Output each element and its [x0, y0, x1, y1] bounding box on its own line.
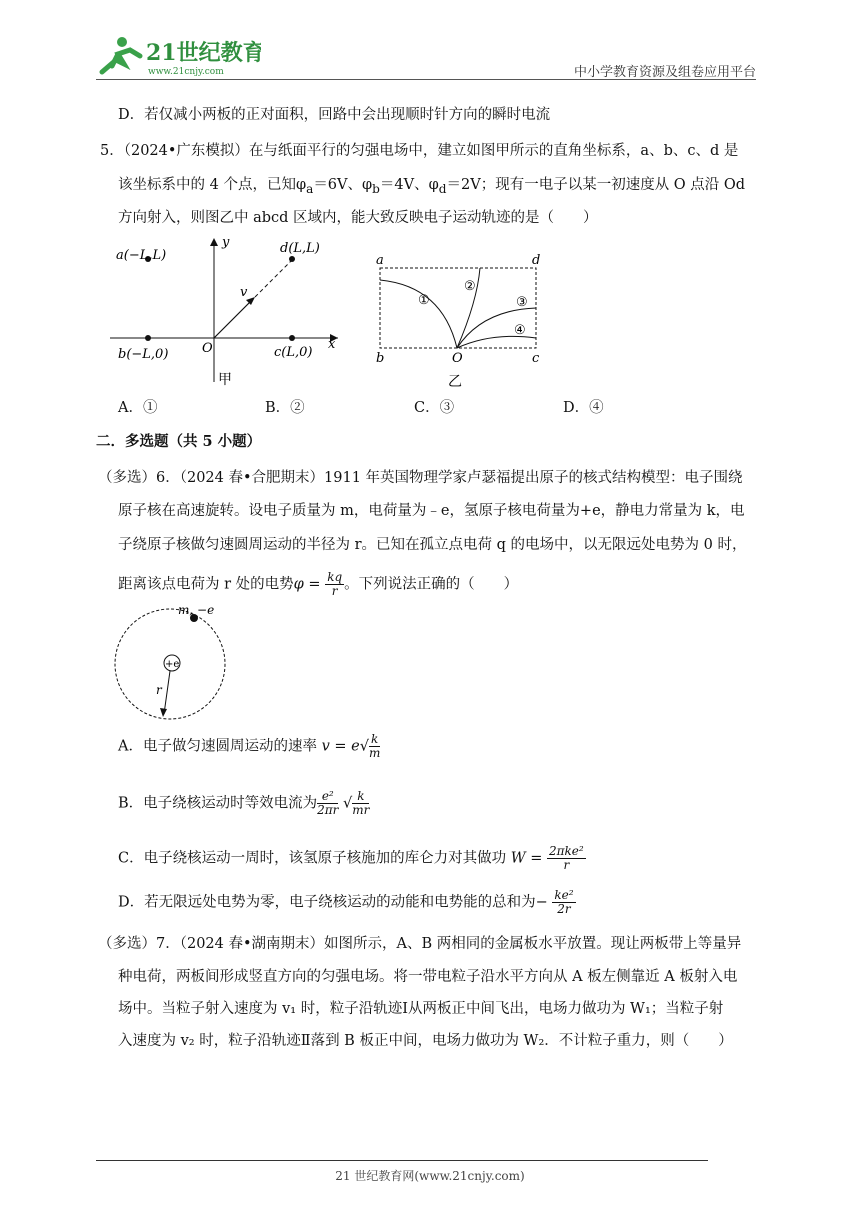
logo-text: 21世纪教育	[146, 40, 261, 66]
site-logo	[96, 34, 261, 80]
q5-option-a: A．①	[118, 400, 158, 416]
q6-line3: 子绕原子核做匀速圆周运动的半径为 r。已知在孤立点电荷 q 的电场中，以无限远处电势为 0 时，	[118, 537, 747, 553]
figure-yi	[372, 252, 552, 392]
label-b: b(−L,0)	[118, 347, 169, 362]
label-O: O	[202, 341, 213, 356]
q5-line2: 该坐标系中的 4 个点，已知$\varphi_a=6V$、$\varphi_b=4V$、$\varphi_d=2V$；现有一电子以某一初速度从 O 点沿 Od	[118, 177, 746, 196]
q7-line4: 入速度为 v₂ 时，粒子沿轨迹Ⅱ落到 B 板正中间，电场力做功为 W₂．不计粒子重力，则（ ）	[118, 1033, 733, 1049]
q7-line1: （多选）7．（2024 春•湖南期末）如图所示，A、B 两相同的金属板水平放置。现让两板带上等量异	[98, 936, 742, 952]
curve-2-label: ②	[464, 279, 476, 294]
section-heading: 二．多选题（共 5 小题）	[96, 433, 262, 450]
q6-option-a: A．电子做匀速圆周运动的速率 v = e√ $\frac{k}{m}$	[118, 732, 381, 760]
label-a: a	[376, 253, 384, 268]
label-a: a(−L,L)	[116, 248, 167, 263]
runner-logo-icon	[102, 37, 140, 72]
footer-divider	[96, 1160, 708, 1161]
q6-option-b: B．电子绕核运动时等效电流为 $\frac{\text{e²}}{2\pi r}$ √ $\frac{k}{mr}$	[118, 789, 370, 817]
q5-line1: 5．（2024•广东模拟）在与纸面平行的匀强电场中，建立如图甲所示的直角坐标系，a、b、c、d 是	[100, 143, 739, 159]
q5-option-d: D．④	[563, 400, 604, 416]
q4-option-d: D．若仅减小两板的正对面积，回路中会出现顺时针方向的瞬时电流	[118, 107, 551, 123]
q6-option-d: D．若无限远处电势为零，电子绕核运动的动能和电势能的总和为− $\frac{\text{ke²}}{2r}$	[118, 888, 574, 916]
q5-option-b: B．②	[265, 400, 305, 416]
q7-line3: 场中。当粒子射入速度为 v₁ 时，粒子沿轨迹Ⅰ从两板正中间飞出，电场力做功为 W₁；当粒子射	[118, 1001, 724, 1017]
label-x: x	[328, 337, 336, 352]
q5-line3: 方向射入，则图乙中 abcd 区域内，能大致反映电子运动轨迹的是（ ）	[118, 210, 598, 226]
q6-line4: 距离该点电荷为 r 处的电势φ = $\frac{kq}{r}$ 。下列说法正确的（ ）	[118, 570, 519, 598]
logo-url: www.21cnjy.com	[148, 67, 224, 77]
header-platform-text: 中小学教育资源及组卷应用平台	[573, 65, 756, 80]
label-y: y	[222, 235, 230, 250]
curve-4-label: ④	[514, 323, 526, 338]
nucleus-label: +e	[165, 659, 180, 670]
atom-figure	[112, 600, 237, 720]
footer-text: 21 世纪教育网(www.21cnjy.com)	[335, 1169, 525, 1183]
curve-3-label: ③	[516, 295, 528, 310]
caption-jia: 甲	[218, 372, 232, 388]
label-b: b	[376, 351, 385, 366]
q6-line1: （多选）6．（2024 春•合肥期末）1911 年英国物理学家卢瑟福提出原子的核式结构模型：电子围绕	[98, 470, 743, 486]
curve-1-label: ①	[418, 293, 430, 308]
q6-option-c: C．电子绕核运动一周时，该氢原子核施加的库仑力对其做功 W = $\frac{\text{2πke²}}{r}$	[118, 844, 584, 872]
q5-option-c: C．③	[414, 400, 455, 416]
label-v: v	[240, 285, 248, 300]
label-d: d(L,L)	[280, 241, 320, 256]
q6-line2: 原子核在高速旋转。设电子质量为 m，电荷量为﹣e，氢原子核电荷量为+e，静电力常量为 k，电	[118, 503, 745, 519]
header-divider	[96, 79, 756, 80]
radius-label: r	[156, 683, 162, 697]
label-O: O	[452, 351, 463, 366]
label-c: c	[532, 351, 540, 366]
electron-label: m, −e	[178, 603, 215, 617]
q7-line2: 种电荷，两板间形成竖直方向的匀强电场。将一带电粒子沿水平方向从 A 板左侧靠近 A 板射入电	[118, 969, 738, 985]
label-c: c(L,0)	[274, 345, 313, 360]
caption-yi: 乙	[448, 374, 462, 390]
figure-jia	[110, 232, 350, 392]
label-d: d	[532, 253, 541, 268]
